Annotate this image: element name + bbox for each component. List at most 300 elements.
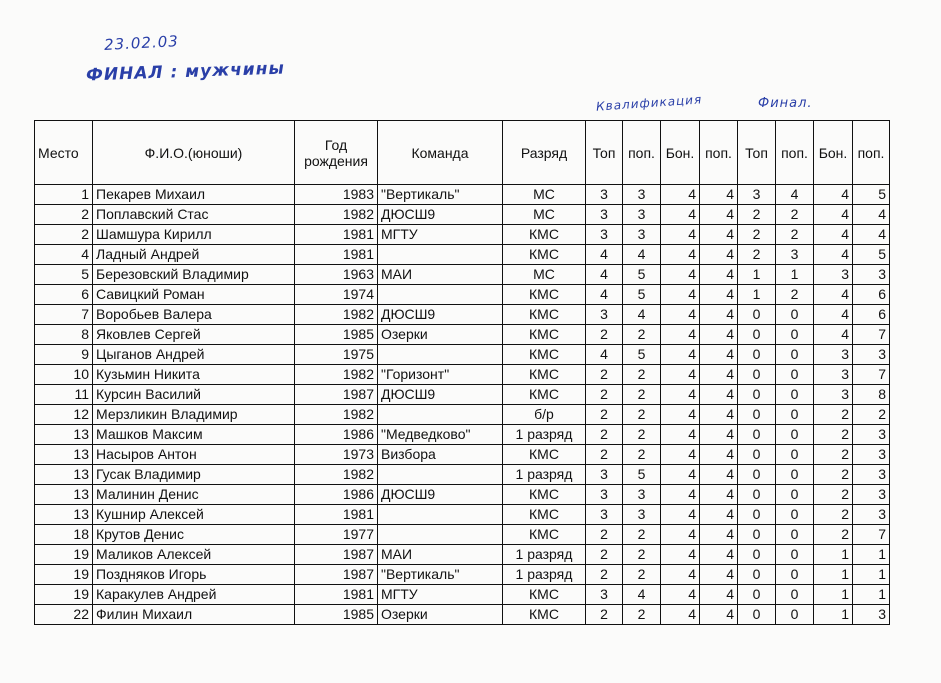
qual-top-cell: 2 [586,405,623,425]
header-birth-year: Год рождения [295,121,378,185]
qual-bonus-cell: 4 [661,365,700,385]
qual-bonus-cell: 4 [661,405,700,425]
rank-cell: КМС [503,485,586,505]
final-top-cell: 0 [738,585,776,605]
qual-bonus-cell: 4 [661,245,700,265]
name-cell: Поздняков Игорь [93,565,295,585]
qual-attempts-1-cell: 3 [623,505,661,525]
rank-cell: 1 разряд [503,465,586,485]
name-cell: Каракулев Андрей [93,585,295,605]
table-row [35,345,890,365]
place-cell: 2 [35,225,93,245]
birth-year-cell: 1987 [295,565,378,585]
rank-cell: КМС [503,285,586,305]
handwritten-final-label: Финал. [758,96,813,111]
birth-year-cell: 1983 [295,185,378,205]
qual-top-cell: 3 [586,205,623,225]
qual-attempts-1-cell: 2 [623,545,661,565]
qual-attempts-1-cell: 5 [623,285,661,305]
qual-top-cell: 2 [586,525,623,545]
header-final-top: Топ [738,121,776,185]
team-cell: "Вертикаль" [378,565,503,585]
final-attempts-2-cell: 4 [853,205,890,225]
place-cell: 13 [35,425,93,445]
table-row [35,485,890,505]
final-attempts-2-cell: 3 [853,445,890,465]
final-attempts-2-cell: 4 [853,225,890,245]
final-bonus-cell: 4 [814,225,853,245]
name-cell: Машков Максим [93,425,295,445]
header-place: Место [35,121,93,185]
birth-year-cell: 1987 [295,385,378,405]
team-cell: Озерки [378,325,503,345]
birth-year-cell: 1981 [295,505,378,525]
final-attempts-1-cell: 0 [776,605,814,625]
place-cell: 5 [35,265,93,285]
table-row [35,245,890,265]
qual-attempts-2-cell: 4 [700,385,738,405]
final-attempts-1-cell: 0 [776,585,814,605]
qual-bonus-cell: 4 [661,465,700,485]
qual-attempts-2-cell: 4 [700,285,738,305]
qual-attempts-2-cell: 4 [700,325,738,345]
qual-bonus-cell: 4 [661,305,700,325]
rank-cell: КМС [503,345,586,365]
name-cell: Цыганов Андрей [93,345,295,365]
qual-top-cell: 3 [586,585,623,605]
table-row [35,325,890,345]
final-attempts-2-cell: 8 [853,385,890,405]
final-attempts-1-cell: 2 [776,205,814,225]
name-cell: Малинин Денис [93,485,295,505]
final-bonus-cell: 2 [814,465,853,485]
table-row [35,185,890,205]
qual-bonus-cell: 4 [661,585,700,605]
qual-top-cell: 3 [586,465,623,485]
final-bonus-cell: 4 [814,245,853,265]
qual-attempts-1-cell: 3 [623,485,661,505]
qual-attempts-1-cell: 2 [623,385,661,405]
final-bonus-cell: 2 [814,525,853,545]
birth-year-cell: 1982 [295,465,378,485]
birth-year-cell: 1982 [295,405,378,425]
name-cell: Воробьев Валера [93,305,295,325]
qual-attempts-1-cell: 3 [623,205,661,225]
qual-bonus-cell: 4 [661,525,700,545]
birth-year-cell: 1986 [295,425,378,445]
qual-top-cell: 3 [586,185,623,205]
team-cell: ДЮСШ9 [378,305,503,325]
handwritten-date: 23.02.03 [103,32,180,54]
place-cell: 19 [35,565,93,585]
final-attempts-2-cell: 7 [853,325,890,345]
qual-attempts-1-cell: 2 [623,525,661,545]
final-attempts-2-cell: 2 [853,405,890,425]
table-row [35,585,890,605]
qual-attempts-2-cell: 4 [700,545,738,565]
qual-top-cell: 2 [586,545,623,565]
qual-bonus-cell: 4 [661,185,700,205]
final-bonus-cell: 1 [814,545,853,565]
qual-top-cell: 4 [586,265,623,285]
qual-attempts-2-cell: 4 [700,605,738,625]
qual-attempts-2-cell: 4 [700,265,738,285]
birth-year-cell: 1982 [295,205,378,225]
final-bonus-cell: 2 [814,505,853,525]
table-row [35,405,890,425]
qual-attempts-1-cell: 3 [623,225,661,245]
final-attempts-2-cell: 5 [853,245,890,265]
place-cell: 13 [35,485,93,505]
place-cell: 11 [35,385,93,405]
team-cell [378,405,503,425]
header-final-attempts-1: поп. [776,121,814,185]
qual-attempts-2-cell: 4 [700,305,738,325]
final-bonus-cell: 2 [814,405,853,425]
table-row [35,465,890,485]
rank-cell: МС [503,205,586,225]
final-attempts-2-cell: 7 [853,525,890,545]
qual-bonus-cell: 4 [661,425,700,445]
final-top-cell: 0 [738,305,776,325]
qual-attempts-1-cell: 5 [623,465,661,485]
final-top-cell: 2 [738,245,776,265]
final-attempts-1-cell: 0 [776,465,814,485]
birth-year-cell: 1963 [295,265,378,285]
name-cell: Насыров Антон [93,445,295,465]
final-attempts-1-cell: 0 [776,545,814,565]
rank-cell: КМС [503,445,586,465]
qual-attempts-1-cell: 2 [623,405,661,425]
birth-year-cell: 1981 [295,225,378,245]
qual-attempts-2-cell: 4 [700,205,738,225]
table-row [35,385,890,405]
name-cell: Гусак Владимир [93,465,295,485]
rank-cell: КМС [503,525,586,545]
qual-bonus-cell: 4 [661,325,700,345]
header-final-bonus: Бон. [814,121,853,185]
final-top-cell: 0 [738,325,776,345]
final-attempts-1-cell: 0 [776,505,814,525]
rank-cell: КМС [503,305,586,325]
final-top-cell: 0 [738,565,776,585]
final-attempts-1-cell: 0 [776,445,814,465]
final-bonus-cell: 1 [814,585,853,605]
team-cell: МГТУ [378,585,503,605]
table-row [35,305,890,325]
final-top-cell: 0 [738,345,776,365]
birth-year-cell: 1974 [295,285,378,305]
name-cell: Филин Михаил [93,605,295,625]
final-attempts-1-cell: 0 [776,385,814,405]
final-top-cell: 1 [738,265,776,285]
qual-top-cell: 2 [586,425,623,445]
final-top-cell: 0 [738,545,776,565]
header-name: Ф.И.О.(юноши) [93,121,295,185]
rank-cell: 1 разряд [503,425,586,445]
header-qual-bonus: Бон. [661,121,700,185]
final-attempts-1-cell: 0 [776,525,814,545]
team-cell: Озерки [378,605,503,625]
header-team: Команда [378,121,503,185]
final-attempts-1-cell: 2 [776,285,814,305]
final-attempts-2-cell: 5 [853,185,890,205]
team-cell: МАИ [378,545,503,565]
team-cell [378,345,503,365]
final-bonus-cell: 4 [814,305,853,325]
qual-attempts-1-cell: 2 [623,565,661,585]
qual-attempts-2-cell: 4 [700,505,738,525]
team-cell [378,465,503,485]
qual-attempts-1-cell: 3 [623,185,661,205]
qual-bonus-cell: 4 [661,605,700,625]
header-qual-top: Топ [586,121,623,185]
final-attempts-2-cell: 1 [853,545,890,565]
final-attempts-2-cell: 3 [853,605,890,625]
final-attempts-2-cell: 3 [853,425,890,445]
birth-year-cell: 1986 [295,485,378,505]
qual-attempts-2-cell: 4 [700,525,738,545]
rank-cell: 1 разряд [503,565,586,585]
final-bonus-cell: 1 [814,605,853,625]
table-row [35,505,890,525]
rank-cell: 1 разряд [503,545,586,565]
rank-cell: б/р [503,405,586,425]
final-attempts-1-cell: 0 [776,405,814,425]
qual-attempts-1-cell: 2 [623,325,661,345]
qual-bonus-cell: 4 [661,385,700,405]
qual-bonus-cell: 4 [661,505,700,525]
team-cell: ДЮСШ9 [378,485,503,505]
name-cell: Пекарев Михаил [93,185,295,205]
place-cell: 2 [35,205,93,225]
table-row [35,265,890,285]
name-cell: Яковлев Сергей [93,325,295,345]
birth-year-cell: 1975 [295,345,378,365]
team-cell: "Вертикаль" [378,185,503,205]
rank-cell: КМС [503,505,586,525]
header-qual-attempts-1: поп. [623,121,661,185]
qual-top-cell: 2 [586,565,623,585]
final-bonus-cell: 2 [814,445,853,465]
final-bonus-cell: 2 [814,425,853,445]
name-cell: Мерзликин Владимир [93,405,295,425]
qual-attempts-1-cell: 2 [623,425,661,445]
qual-attempts-2-cell: 4 [700,425,738,445]
final-top-cell: 0 [738,605,776,625]
birth-year-cell: 1977 [295,525,378,545]
qual-top-cell: 3 [586,505,623,525]
qual-top-cell: 2 [586,605,623,625]
qual-attempts-2-cell: 4 [700,225,738,245]
qual-top-cell: 2 [586,385,623,405]
final-bonus-cell: 4 [814,205,853,225]
final-bonus-cell: 1 [814,565,853,585]
place-cell: 18 [35,525,93,545]
team-cell [378,245,503,265]
final-bonus-cell: 3 [814,265,853,285]
place-cell: 12 [35,405,93,425]
final-top-cell: 0 [738,425,776,445]
qual-bonus-cell: 4 [661,485,700,505]
place-cell: 1 [35,185,93,205]
final-bonus-cell: 4 [814,285,853,305]
team-cell [378,505,503,525]
final-attempts-1-cell: 0 [776,325,814,345]
birth-year-cell: 1981 [295,245,378,265]
table-row [35,605,890,625]
qual-attempts-2-cell: 4 [700,405,738,425]
qual-top-cell: 2 [586,325,623,345]
qual-attempts-2-cell: 4 [700,345,738,365]
table-row [35,365,890,385]
qual-bonus-cell: 4 [661,265,700,285]
final-top-cell: 1 [738,285,776,305]
place-cell: 13 [35,445,93,465]
rank-cell: КМС [503,365,586,385]
qual-attempts-1-cell: 5 [623,265,661,285]
qual-bonus-cell: 4 [661,445,700,465]
qual-top-cell: 4 [586,245,623,265]
place-cell: 19 [35,545,93,565]
name-cell: Шамшура Кирилл [93,225,295,245]
final-attempts-2-cell: 7 [853,365,890,385]
rank-cell: МС [503,265,586,285]
qual-attempts-1-cell: 2 [623,365,661,385]
final-attempts-1-cell: 3 [776,245,814,265]
final-top-cell: 2 [738,205,776,225]
final-bonus-cell: 4 [814,185,853,205]
team-cell: Визбора [378,445,503,465]
qual-attempts-2-cell: 4 [700,585,738,605]
final-top-cell: 2 [738,225,776,245]
place-cell: 7 [35,305,93,325]
final-attempts-1-cell: 1 [776,265,814,285]
qual-attempts-1-cell: 4 [623,305,661,325]
place-cell: 13 [35,465,93,485]
table-row [35,565,890,585]
header-final-attempts-2: поп. [853,121,890,185]
qual-attempts-2-cell: 4 [700,245,738,265]
final-attempts-2-cell: 3 [853,485,890,505]
final-attempts-1-cell: 2 [776,225,814,245]
qual-attempts-2-cell: 4 [700,365,738,385]
name-cell: Кузьмин Никита [93,365,295,385]
final-top-cell: 3 [738,185,776,205]
final-attempts-1-cell: 0 [776,565,814,585]
name-cell: Ладный Андрей [93,245,295,265]
qual-attempts-2-cell: 4 [700,185,738,205]
final-top-cell: 0 [738,385,776,405]
table-row [35,425,890,445]
qual-attempts-1-cell: 2 [623,445,661,465]
table-row [35,205,890,225]
final-attempts-2-cell: 6 [853,305,890,325]
qual-attempts-2-cell: 4 [700,565,738,585]
birth-year-cell: 1982 [295,305,378,325]
rank-cell: КМС [503,225,586,245]
final-attempts-1-cell: 4 [776,185,814,205]
final-top-cell: 0 [738,525,776,545]
team-cell: "Горизонт" [378,365,503,385]
final-top-cell: 0 [738,365,776,385]
place-cell: 22 [35,605,93,625]
handwritten-qualification-label: Квалификация [595,92,703,114]
name-cell: Крутов Денис [93,525,295,545]
table-row [35,285,890,305]
final-attempts-1-cell: 0 [776,485,814,505]
final-top-cell: 0 [738,465,776,485]
qual-bonus-cell: 4 [661,205,700,225]
qual-bonus-cell: 4 [661,345,700,365]
rank-cell: КМС [503,385,586,405]
final-top-cell: 0 [738,485,776,505]
team-cell: МГТУ [378,225,503,245]
final-attempts-1-cell: 0 [776,305,814,325]
handwritten-title: ФИНАЛ : мужчины [85,58,286,86]
final-attempts-2-cell: 3 [853,265,890,285]
rank-cell: КМС [503,605,586,625]
place-cell: 9 [35,345,93,365]
birth-year-cell: 1985 [295,605,378,625]
qual-bonus-cell: 4 [661,285,700,305]
final-attempts-1-cell: 0 [776,345,814,365]
final-attempts-1-cell: 0 [776,365,814,385]
final-top-cell: 0 [738,405,776,425]
final-bonus-cell: 3 [814,345,853,365]
final-attempts-2-cell: 1 [853,585,890,605]
final-attempts-1-cell: 0 [776,425,814,445]
team-cell: МАИ [378,265,503,285]
qual-attempts-2-cell: 4 [700,465,738,485]
rank-cell: КМС [503,325,586,345]
table-row [35,225,890,245]
table-row [35,445,890,465]
birth-year-cell: 1985 [295,325,378,345]
place-cell: 10 [35,365,93,385]
name-cell: Кушнир Алексей [93,505,295,525]
rank-cell: КМС [503,245,586,265]
header-rank: Разряд [503,121,586,185]
place-cell: 19 [35,585,93,605]
qual-top-cell: 2 [586,445,623,465]
header-qual-attempts-2: поп. [700,121,738,185]
place-cell: 13 [35,505,93,525]
final-top-cell: 0 [738,445,776,465]
final-bonus-cell: 4 [814,325,853,345]
birth-year-cell: 1981 [295,585,378,605]
qual-attempts-1-cell: 2 [623,605,661,625]
team-cell: "Медведково" [378,425,503,445]
results-table [34,120,890,625]
qual-top-cell: 3 [586,225,623,245]
name-cell: Курсин Василий [93,385,295,405]
final-attempts-2-cell: 1 [853,565,890,585]
final-attempts-2-cell: 6 [853,285,890,305]
final-attempts-2-cell: 3 [853,465,890,485]
name-cell: Маликов Алексей [93,545,295,565]
final-bonus-cell: 2 [814,485,853,505]
final-top-cell: 0 [738,505,776,525]
final-attempts-2-cell: 3 [853,345,890,365]
table-row [35,525,890,545]
qual-attempts-1-cell: 4 [623,245,661,265]
place-cell: 4 [35,245,93,265]
team-cell: ДЮСШ9 [378,385,503,405]
qual-bonus-cell: 4 [661,565,700,585]
qual-top-cell: 4 [586,345,623,365]
place-cell: 8 [35,325,93,345]
